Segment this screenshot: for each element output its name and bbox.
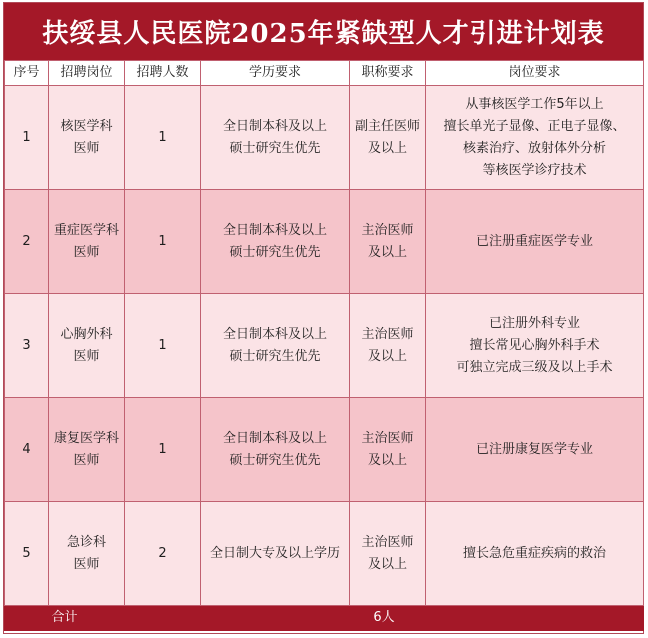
- requirement-line: 已注册外科专业: [488, 315, 580, 331]
- cell-title: [350, 398, 426, 502]
- cell-education: [201, 190, 350, 294]
- position-line: 医师: [73, 452, 100, 468]
- cell-education: [201, 502, 350, 606]
- table-row: [5, 190, 644, 294]
- cell-count: 1: [125, 294, 201, 398]
- cell-requirements: [426, 294, 644, 398]
- header-cell-no: 序号: [5, 61, 49, 86]
- cell-position: [49, 398, 125, 502]
- education-line: 硕士研究生优先: [229, 140, 321, 156]
- cell-requirements: [426, 190, 644, 294]
- table-title: 扶绥县人民医院2025年紧缺型人才引进计划表: [4, 3, 643, 60]
- education-line: 全日制本科及以上: [222, 430, 327, 446]
- cell-education: [201, 86, 350, 190]
- header-cell-count: 招聘人数: [125, 61, 201, 86]
- position-line: 心胸外科: [60, 326, 113, 342]
- title-line: 副主任医师: [354, 118, 420, 134]
- education-line: 全日制本科及以上: [222, 118, 327, 134]
- cell-position: [49, 502, 125, 606]
- header-cell-requirements: 岗位要求: [426, 61, 644, 86]
- cell-no: 3: [5, 294, 49, 398]
- requirement-line: 从事核医学工作5年以上: [465, 96, 604, 112]
- cell-position: [49, 294, 125, 398]
- header-cell-position: 招聘岗位: [49, 61, 125, 86]
- cell-count: 2: [125, 502, 201, 606]
- cell-title: [350, 190, 426, 294]
- cell-title: [350, 86, 426, 190]
- cell-education: [201, 294, 350, 398]
- plan-table-frame: [3, 2, 644, 634]
- title-line: 及以上: [367, 452, 407, 468]
- education-line: 硕士研究生优先: [229, 244, 321, 260]
- cell-count: 1: [125, 86, 201, 190]
- education-line: 全日制本科及以上: [222, 326, 327, 342]
- position-line: 重症医学科: [53, 222, 119, 238]
- requirement-line: 擅长急危重症疾病的救治: [462, 545, 606, 561]
- cell-count: 1: [125, 190, 201, 294]
- position-line: 核医学科: [60, 118, 113, 134]
- header-cell-education: 学历要求: [201, 61, 350, 86]
- cell-position: [49, 86, 125, 190]
- table-row: [5, 86, 644, 190]
- table-row: [5, 294, 644, 398]
- requirement-line: 核素治疗、放射体外分析: [462, 140, 606, 156]
- requirement-line: 擅长单光子显像、正电子显像、: [443, 118, 626, 134]
- cell-no: 4: [5, 398, 49, 502]
- recruitment-plan-table: [4, 60, 644, 631]
- title-line: 主治医师: [361, 534, 414, 550]
- title-line: 主治医师: [361, 430, 414, 446]
- title-line: 主治医师: [361, 326, 414, 342]
- cell-no: 2: [5, 190, 49, 294]
- position-line: 医师: [73, 140, 100, 156]
- position-line: 急诊科: [66, 534, 106, 550]
- table-row: [5, 502, 644, 606]
- cell-no: 1: [5, 86, 49, 190]
- title-line: 及以上: [367, 348, 407, 364]
- education-line: 硕士研究生优先: [229, 452, 321, 468]
- cell-position: [49, 190, 125, 294]
- position-line: 医师: [73, 556, 100, 572]
- position-line: 康复医学科: [53, 430, 119, 446]
- requirement-line: 已注册重症医学专业: [475, 233, 593, 249]
- total-row: [5, 606, 644, 631]
- cell-title: [350, 502, 426, 606]
- cell-requirements: [426, 86, 644, 190]
- cell-no: 5: [5, 502, 49, 606]
- cell-education: [201, 398, 350, 502]
- requirement-line: 可独立完成三级及以上手术: [456, 359, 613, 375]
- title-line: 及以上: [367, 556, 407, 572]
- cell-requirements: [426, 398, 644, 502]
- requirement-line: 已注册康复医学专业: [475, 441, 593, 457]
- cell-title: [350, 294, 426, 398]
- header-row: [5, 61, 644, 86]
- total-value: 6人: [125, 606, 644, 631]
- title-line: 及以上: [367, 244, 407, 260]
- requirement-line: 等核医学诊疗技术: [482, 162, 587, 178]
- title-line: 主治医师: [361, 222, 414, 238]
- position-line: 医师: [73, 348, 100, 364]
- education-line: 硕士研究生优先: [229, 348, 321, 364]
- requirement-line: 擅长常见心胸外科手术: [469, 337, 600, 353]
- cell-count: 1: [125, 398, 201, 502]
- cell-requirements: [426, 502, 644, 606]
- position-line: 医师: [73, 244, 100, 260]
- total-label: 合计: [5, 606, 125, 631]
- education-line: 全日制大专及以上学历: [209, 545, 340, 561]
- education-line: 全日制本科及以上: [222, 222, 327, 238]
- header-cell-title: 职称要求: [350, 61, 426, 86]
- table-row: [5, 398, 644, 502]
- title-line: 及以上: [367, 140, 407, 156]
